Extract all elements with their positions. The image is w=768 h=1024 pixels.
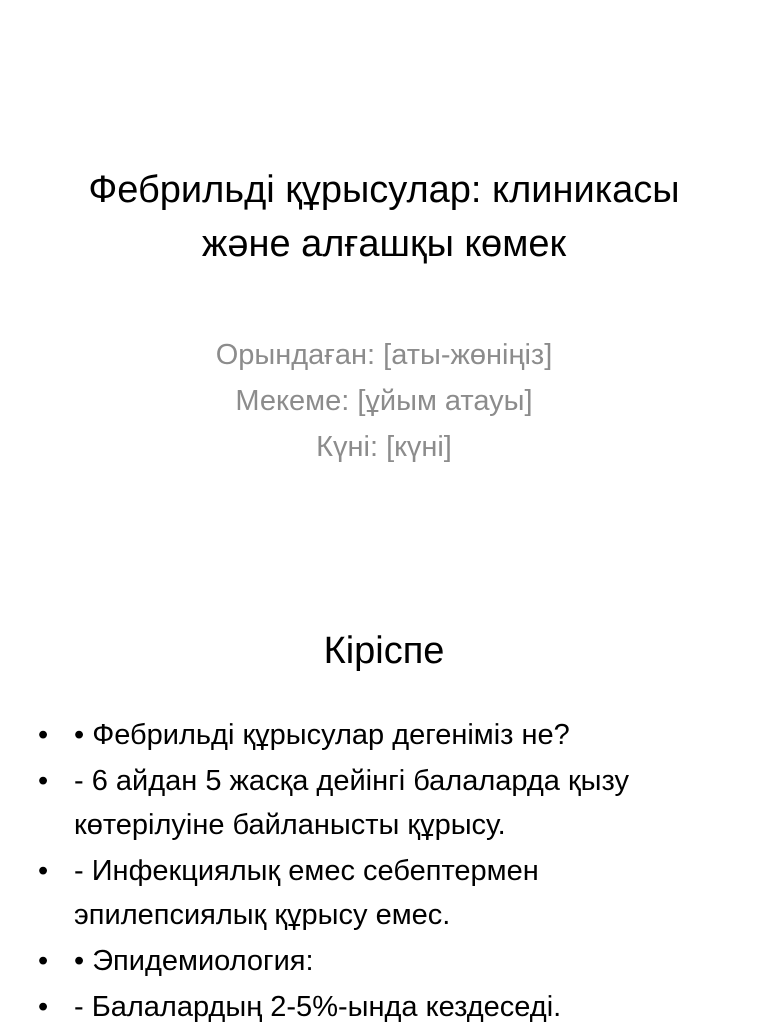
bullet-marker: • <box>38 719 49 751</box>
list-item-text: - Балалардың 2-5%-ында кездеседі. <box>74 991 562 1023</box>
slide-heading: Кіріспе <box>323 630 445 672</box>
list-item-text: - Инфекциялық емес себептермен эпилепсиялық құрысу емес. <box>74 855 539 931</box>
list-item <box>38 849 738 937</box>
presentation-subtitle <box>84 332 684 470</box>
bullet-marker: • <box>38 765 49 797</box>
introduction-slide <box>0 576 768 1024</box>
subtitle-date: Күні: [күні] <box>316 431 452 463</box>
subtitle-author: Орындаған: [аты-жөніңіз] <box>215 339 553 371</box>
bullet-marker: • <box>38 855 49 887</box>
presentation-title: Фебрильді құрысулар: клиникасы және алғашқы көмек <box>88 169 680 265</box>
bullet-list <box>38 713 738 1024</box>
list-item <box>38 985 738 1024</box>
bullet-marker: • <box>38 945 49 977</box>
subtitle-organization: Мекеме: [ұйым атауы] <box>235 385 533 417</box>
bullet-marker: • <box>38 991 49 1023</box>
list-item <box>38 939 738 983</box>
list-item-text: - 6 айдан 5 жасқа дейінгі балаларда қызу көтерілуіне байланысты құрысу. <box>74 765 629 841</box>
list-item <box>38 759 738 847</box>
list-item <box>38 713 738 757</box>
list-item-text: • Эпидемиология: <box>74 945 314 977</box>
list-item-text: • Фебрильді құрысулар дегеніміз не? <box>74 719 570 751</box>
